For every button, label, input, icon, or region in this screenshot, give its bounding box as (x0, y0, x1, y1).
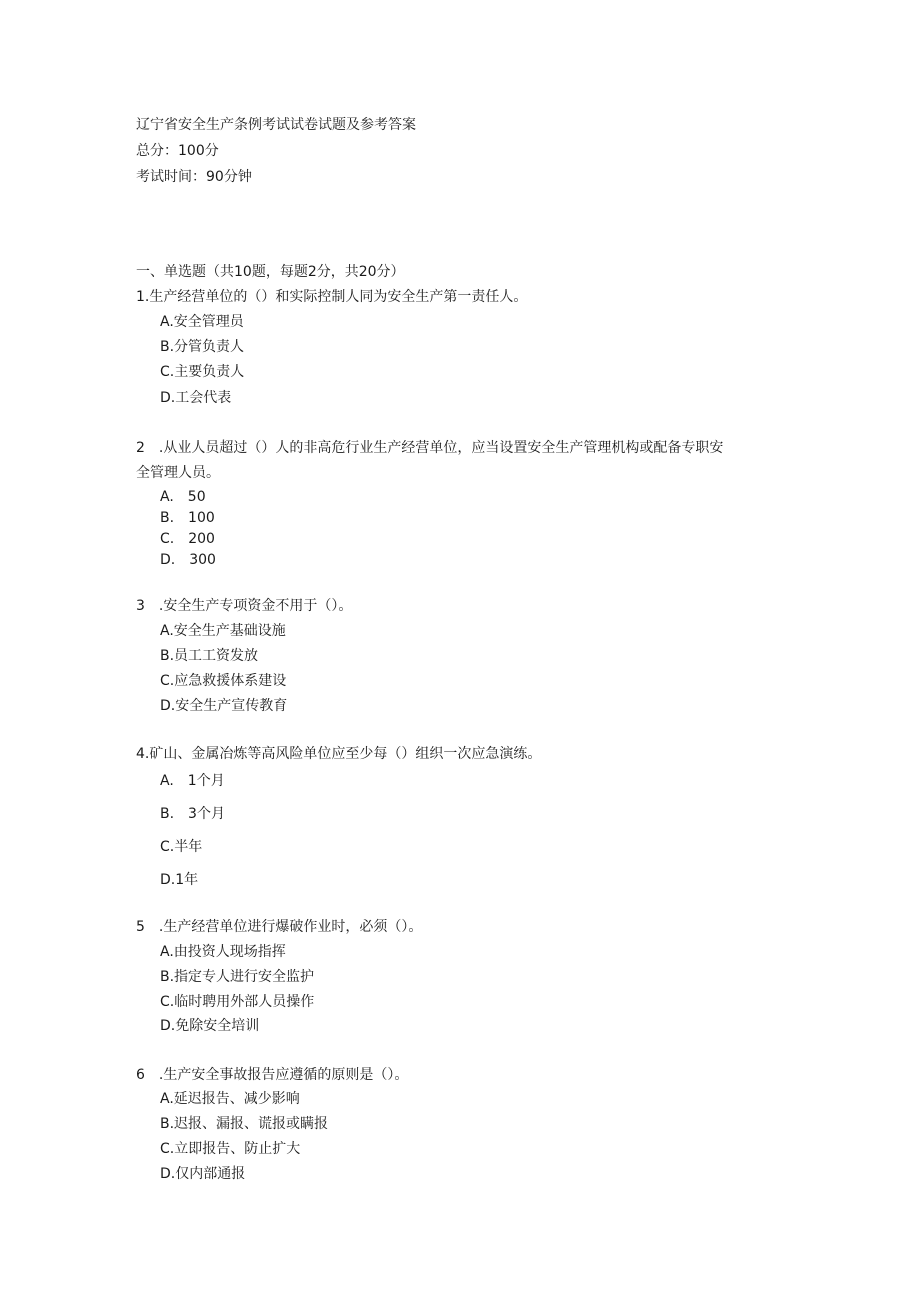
question-4-option-c: C.半年 (160, 839, 203, 855)
question-4-option-d: D.1年 (160, 872, 199, 888)
question-1-text: 1.生产经营单位的（）和实际控制人同为安全生产第一责任人。 (136, 289, 528, 305)
question-6-option-b: B.迟报、漏报、谎报或瞒报 (160, 1116, 329, 1132)
question-3-option-d: D.安全生产宣传教育 (160, 698, 288, 714)
question-3-option-b: B.员工工资发放 (160, 648, 259, 664)
section-heading: 一、单选题（共10题，每题2分，共20分） (136, 264, 405, 280)
question-2-text-line1: 2 .从业人员超过（）人的非高危行业生产经营单位，应当设置安全生产管理机构或配备专职安 (136, 440, 724, 456)
question-5-option-c: C.临时聘用外部人员操作 (160, 994, 315, 1010)
question-3-text: 3 .安全生产专项资金不用于（）。 (136, 598, 353, 614)
question-4-option-b: B. 3个月 (160, 806, 225, 822)
question-6-text: 6 .生产安全事故报告应遵循的原则是（）。 (136, 1067, 409, 1083)
question-5-option-b: B.指定专人进行安全监护 (160, 969, 315, 985)
question-1-option-b: B.分管负责人 (160, 339, 245, 355)
question-5-text: 5 .生产经营单位进行爆破作业时，必须（）。 (136, 919, 423, 935)
question-1-option-a: A.安全管理员 (160, 314, 244, 330)
question-4-text: 4.矿山、金属冶炼等高风险单位应至少每（）组织一次应急演练。 (136, 746, 542, 762)
question-2-option-c: C. 200 (160, 531, 215, 547)
question-2-option-b: B. 100 (160, 510, 215, 526)
document-title: 辽宁省安全生产条例考试试卷试题及参考答案 (136, 117, 416, 133)
question-3-option-a: A.安全生产基础设施 (160, 623, 286, 639)
question-1-option-d: D.工会代表 (160, 390, 232, 406)
question-5-option-d: D.免除安全培训 (160, 1018, 260, 1034)
question-6-option-d: D.仅内部通报 (160, 1166, 246, 1182)
question-1-option-c: C.主要负责人 (160, 364, 245, 380)
exam-time: 考试时间：90分钟 (136, 169, 252, 185)
total-score: 总分：100分 (136, 143, 219, 159)
question-4-option-a: A. 1个月 (160, 773, 225, 789)
question-2-option-a: A. 50 (160, 489, 206, 505)
question-2-option-d: D. 300 (160, 552, 216, 568)
question-6-option-c: C.立即报告、防止扩大 (160, 1141, 301, 1157)
question-5-option-a: A.由投资人现场指挥 (160, 944, 286, 960)
question-6-option-a: A.延迟报告、减少影响 (160, 1091, 300, 1107)
question-3-option-c: C.应急救援体系建设 (160, 673, 287, 689)
question-2-text-line2: 全管理人员。 (136, 465, 220, 481)
